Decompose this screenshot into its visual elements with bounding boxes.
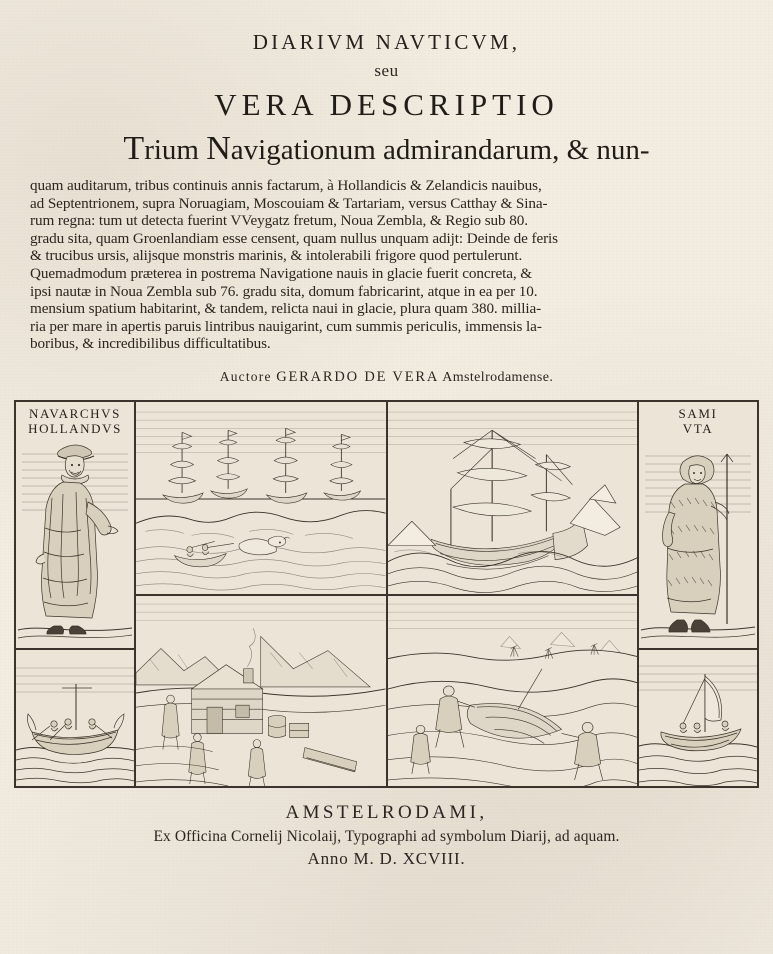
caption-line-1: NAVARCHVS bbox=[29, 405, 121, 421]
title-block bbox=[0, 0, 773, 168]
panel-winter-house bbox=[136, 596, 386, 788]
caption-line-2: HOLLANDVS bbox=[28, 420, 122, 436]
plate-center-row-top bbox=[136, 402, 637, 594]
body-line: gradu sita, quam Groenlandiam esse censent, quam nullus unquam adijt: Deinde de feris bbox=[30, 229, 558, 247]
imprint-city: AMSTELRODAMI, bbox=[285, 801, 488, 823]
art-hauling-boat-over-ice bbox=[388, 596, 638, 788]
art-samoyed-figure bbox=[639, 402, 757, 648]
panel-samoyed-native bbox=[639, 402, 757, 648]
title-line-vera: VERA DESCRIPTIO bbox=[214, 87, 559, 122]
caption-line-2: VTA bbox=[682, 420, 714, 436]
title-trium-rest: avigationum admirandarum, & nun- bbox=[230, 134, 650, 166]
plate-center-column bbox=[134, 402, 639, 786]
imprint-year: Anno M. D. XCVIII. bbox=[307, 848, 466, 868]
imprint-block bbox=[0, 802, 773, 869]
title-trium-initial-t: T bbox=[123, 130, 145, 167]
panel-sailing-boat-right bbox=[639, 648, 757, 786]
caption-samiuta bbox=[639, 406, 757, 436]
body-line: ria per mare in apertis paruis lintribus nauigarint, cum summis periculis, immensis la- bbox=[30, 317, 542, 335]
engraving-plate bbox=[14, 400, 759, 788]
panel-ship-in-ice bbox=[386, 402, 638, 594]
art-winter-house-nova-zembla bbox=[136, 596, 386, 788]
panel-rowing-boat-left bbox=[16, 648, 134, 786]
title-line-trium bbox=[0, 130, 773, 168]
body-line: boribus, & incredibilibus difficultatibus. bbox=[30, 335, 271, 353]
panel-dutch-navigator bbox=[16, 402, 134, 648]
imprint-printer: Ex Officina Cornelij Nicolaij, Typographi ad symbolum Diarij, ad aquam. bbox=[153, 827, 620, 845]
subtitle-paragraph bbox=[30, 177, 743, 353]
body-line: mensium spatium habitarint, & tandem, relicta naui in glacie, plura quam 380. millia- bbox=[30, 300, 542, 318]
title-line-diarium: DIARIVM NAVTICVM, bbox=[252, 30, 521, 54]
panel-dragging-boat-on-ice bbox=[386, 596, 638, 788]
author-city: Amstelrodamense. bbox=[439, 369, 554, 385]
body-line: quam auditarum, tribus continuis annis factarum, à Hollandicis & Zelandicis nauibus, bbox=[30, 177, 542, 194]
body-line: ipsi nautæ in Noua Zembla sub 76. gradu sita, domum fabricarint, atque in ea per 10. bbox=[30, 282, 538, 300]
body-line: & trucibus ursis, alijsque monstris marinis, & intolerabili frigore quod pertulerunt. bbox=[30, 247, 523, 265]
art-sailing-boat bbox=[639, 650, 757, 786]
caption-line-1: SAMI bbox=[678, 405, 718, 421]
author-lead: Auctore bbox=[219, 368, 277, 384]
plate-right-column bbox=[639, 402, 757, 786]
title-trium-word: rium bbox=[144, 134, 207, 166]
art-rowing-boat bbox=[16, 650, 134, 786]
art-ship-trapped-in-ice bbox=[388, 402, 638, 594]
title-line-seu: seu bbox=[374, 61, 399, 80]
art-dutch-navigator bbox=[16, 402, 134, 648]
title-trium-initial-n: N bbox=[206, 130, 231, 167]
body-line: ad Septentrionem, supra Noruagiam, Moscouiam & Tartariam, versus Catthay & Sina- bbox=[30, 194, 548, 212]
art-fleet-polar-bear bbox=[136, 402, 386, 594]
body-line: rum regna: tum ut detecta fuerint VVeygatz fretum, Noua Zembla, & Regio sub 80. bbox=[30, 212, 528, 230]
author-name: GERARDO DE VERA bbox=[276, 368, 440, 385]
author-attribution bbox=[0, 369, 773, 386]
plate-center-row-bottom bbox=[136, 594, 637, 788]
caption-navarchus-hollandus bbox=[16, 406, 134, 436]
panel-fleet-and-polar-bear bbox=[136, 402, 386, 594]
body-line: Quemadmodum præterea in postrema Navigatione nauis in glacie fuerit concreta, & bbox=[30, 264, 532, 282]
plate-left-column bbox=[16, 402, 134, 786]
